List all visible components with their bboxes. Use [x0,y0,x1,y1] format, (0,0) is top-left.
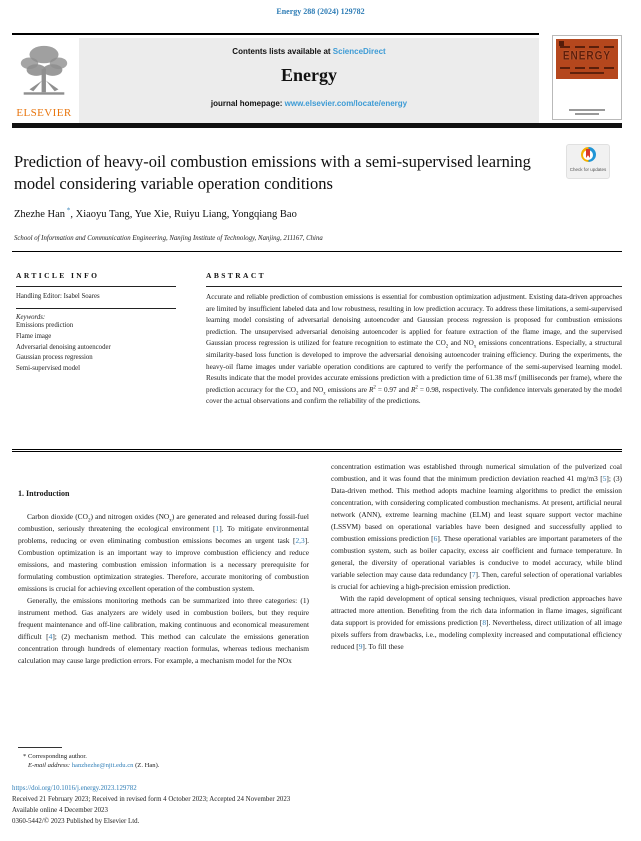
body-paragraph: With the rapid development of optical sensing techniques, visual prediction approaches have attracted more attention. Benefiting from the rich data information in flame images, significant data support is provided for emissions prediction [8]. Nevertheless, direct utilization of all image pixels suffers from drawbacks, i.e., modeling complexity increased and computational efficiency reduced [9]. To fill these [331,594,622,651]
keyword-item: Emissions prediction [16,322,74,329]
author-affiliation: School of Information and Communication Engineering, Nanjing Institute of Technology, Nanjing, 211167, China [14,235,323,242]
keywords-label: Keywords: [16,314,46,321]
journal-reference: Energy 288 (2024) 129782 [276,7,365,16]
keyword-item: Semi-supervised model [16,365,80,373]
body-paragraph: concentration estimation was established through numerical simulation of the pulverized coal combustion, and it was found that the minimum prediction deviation reached 41 mg/m3 [5]; (3) Data-driven method. This method adopts machine learning algorithms to predict the emission concentration, with considering complicated combustion mechanisms. At present, artificial neural network (ANN), extreme learning machine (ELM) and least square support vector machine (LSSVM) based on operational variables have been designed and successfully applied to combustion emissions prediction [6]. These operational variables are important parameters of the combustion system, such as boiler capacity, excess air coefficient and furnace temperature. In general, the diversity of operational variables is conducive to model accuracy, while blind variable selection may cause data redundancy [7]. Then, careful selection of operational variables is crucial for achieving a high-precision emission prediction. [331,462,622,591]
issn-copyright-line: 0360-5442/© 2023 Published by Elsevier Ltd. [12,818,140,825]
section-heading-introduction: 1. Introduction [18,489,70,498]
homepage-link[interactable]: www.elsevier.com/locate/energy [284,99,408,108]
sciencedirect-link[interactable]: ScienceDirect [332,47,386,56]
elsevier-wordmark: ELSEVIER [16,107,72,119]
header-bottom-rule [12,123,622,128]
cover-masthead-block [556,39,618,79]
header-top-rule [12,33,539,35]
cover-subline [570,72,604,74]
corresponding-author-note: * Corresponding author. [23,752,87,760]
body-paragraph: Generally, the emissions monitoring methods can be summarized into three categories: (1) instrument method. Gas analyzers are widely used in combustion boilers, but they require frequent maintenance and off-line calibration, making continuous and economical measurement difficult [4]; (2) mechanism method. This method can calculate the emissions generation concentration through hundreds of elementary reaction formulas, whereas tedious mechanism calculation may cause large prediction errors. For example, a mechanism model for the NOx [18,596,310,665]
abstract-bottom-double-rule [12,449,622,452]
keyword-item: Adversarial denoising autoencoder [16,343,111,351]
abstract-column [206,271,622,408]
keyword-item: Gaussian process regression [16,354,93,362]
abstract-heading: ABSTRACT [206,271,267,280]
available-online-line: Available online 4 December 2023 [12,807,108,814]
body-column-left [18,461,309,667]
article-info-heading: ARTICLE INFO [16,271,100,280]
article-info-column [16,271,176,375]
author-list: Zhezhe Han *, Xiaoyu Tang, Yue Xie, Ruiyu Liang, Yongqiang Bao [14,206,297,220]
elsevier-logo [11,42,77,119]
footer-block [12,783,622,827]
footnote-block [18,747,338,771]
keyword-item: Flame image [16,332,52,340]
contents-line [79,47,539,56]
check-for-updates-badge[interactable] [566,144,610,179]
email-address-line: E-mail address: hanzhezhe@njit.edu.cn (Z. Han). [28,762,160,769]
check-updates-label: Check for updates [569,167,607,172]
received-dates-line: Received 21 February 2023; Received in revised form 4 October 2023; Accepted 24 November 2023 [12,796,291,803]
article-info-rule-1 [16,286,176,287]
cover-editors-row [560,67,614,69]
title-section-rule [12,251,622,252]
body-column-right [331,461,622,653]
footnote-rule [18,747,62,748]
article-title: Prediction of heavy-oil combustion emissions with a semi-supervised learning model considering variable operation conditions [14,152,531,193]
abstract-rule [206,286,622,287]
journal-header-box [79,38,539,127]
homepage-prefix: journal homepage: [210,99,285,108]
cover-info-row [560,46,614,48]
cover-footer-text [569,109,605,111]
handling-editor: Handling Editor: Isabel Soares [16,293,100,300]
homepage-line [79,99,539,108]
contents-prefix: Contents lists available at [232,47,333,56]
check-updates-icon [581,147,596,162]
journal-cover-thumbnail[interactable] [552,35,622,120]
abstract-text: Accurate and reliable prediction of combustion emissions is essential for combustion optimization adjustment. Existing data-driven approaches are limited by insufficient labeled data and low robustness, resulting in low prediction accuracy. To address these limitations, a semi-supervised learning model consisting of adversarial denoising autoencoder and Gaussian process regression is proposed for combustion emissions prediction. The unsupervised adversarial denoising autoencoder is applied for feature extraction of the flame image, and the supervised Gaussian process regression is utilized for feature recognition to estimate the $CO_2$ and $NO_x$ emissions concentrations. Especially, a structural similarity-based loss function is developed to improve the adversarial denoising autoencoder training efficiency. During the experiments, the heavy-oil flame images under variable operation conditions are captured to verify the performance of the semi-supervised learning model. Results indicate that the model provides accurate emissions prediction with a prediction time of 61.38 ms/f (milliseconds per frame), where the prediction accuracy for the $CO_2$ and $NO_x$ emissions are $R^2 = 0.97$ and $R^2 = 0.98$, respectively. The confidence intervals generated by the model cover the actual observations and confirm the reliability of the predictions. [206,293,622,406]
body-paragraph: Carbon dioxide $(CO_2)$ and nitrogen oxides $(NO_x)$ are generated and released during fossil-fuel combustion, seriously threatening the ecological environment [1]. To mitigate environmental problems, reducing or even eliminating combustion emissions becomes an urgent task [2,3]. Combustion optimization is an important way to improve combustion efficiency and reduce emissions, and mastering combustion emission information is a necessary prerequisite for formulating combustion optimization strategies. Therefore, accurate monitoring of combustion emissions is crucial for achieving excellent operation of the combustion system. [18,512,309,593]
cover-masthead-text: ENERGY [562,50,612,63]
elsevier-tree-icon [15,87,73,104]
journal-title: Energy [281,65,337,85]
cover-footer-text2 [575,113,599,115]
doi-link[interactable]: https://doi.org/10.1016/j.energy.2023.129782 [12,785,137,792]
article-info-rule-2 [16,308,176,309]
